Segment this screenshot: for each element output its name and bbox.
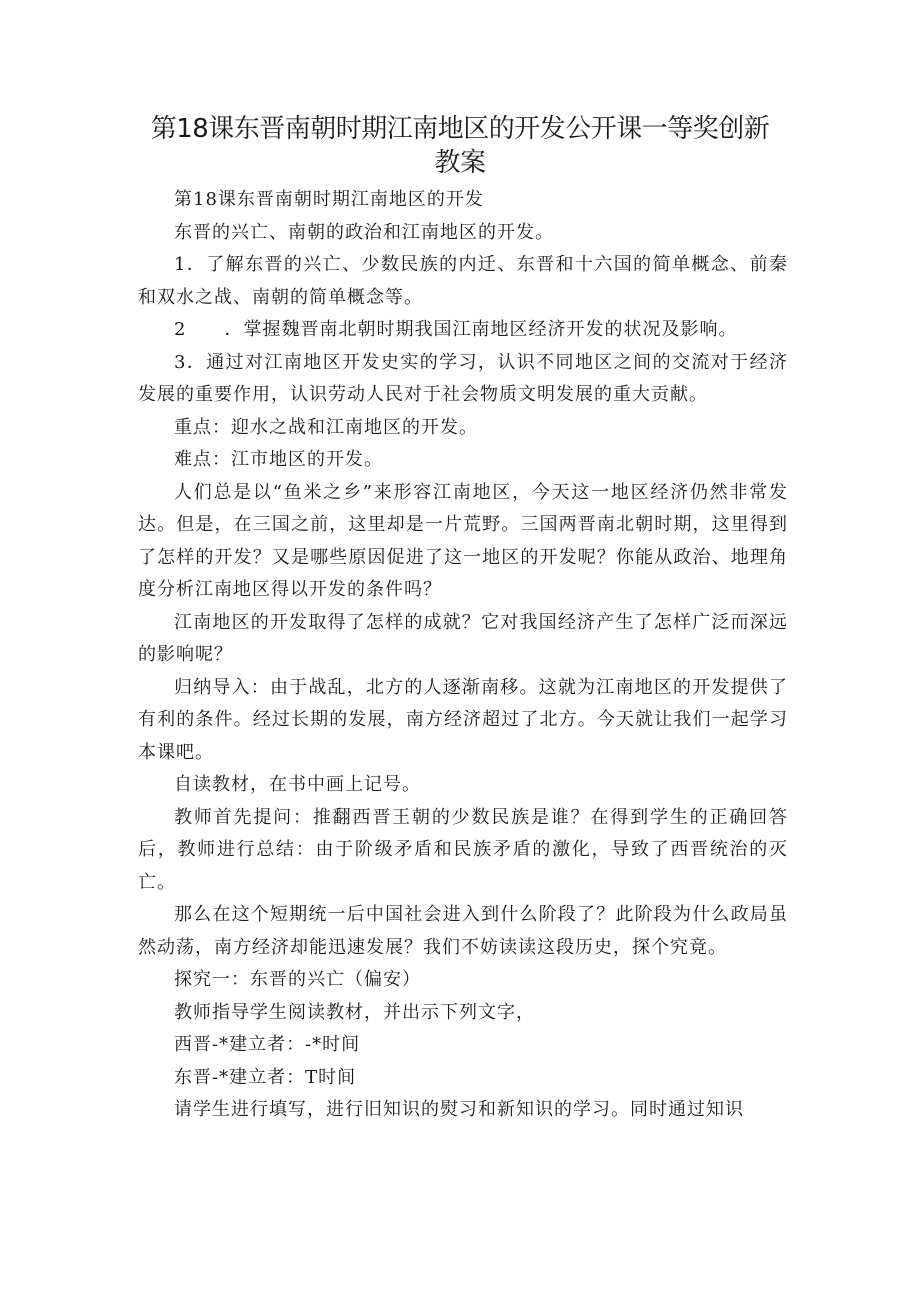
paragraph-intro-question: 人们总是以“鱼米之乡”来形容江南地区，今天这一地区经济仍然非常发达。但是，在三国之前，这里却是一片荒野。三国两晋南北朝时期，这里得到了怎样的开发？又是哪些原因促进了这一地区的开发呢？你能从政治、地理角度分析江南地区得以开发的条件吗？ (138, 481, 788, 600)
paragraph-achievement-question: 江南地区的开发取得了怎样的成就？它对我国经济产生了怎样广泛而深远的影响呢？ (138, 611, 788, 665)
paragraph-lesson-heading: 第18课东晋南朝时期江南地区的开发 (174, 189, 484, 210)
paragraph-reading-guide: 教师指导学生阅读教材，并出示下列文字， (174, 1001, 535, 1023)
paragraph-key-point: 重点：迎水之战和江南地区的开发。 (174, 416, 478, 438)
document-body (138, 184, 788, 1127)
paragraph-goal-1: 1．了解东晋的兴亡、少数民族的内迁、东晋和十六国的简单概念、前秦和双水之战、南朝的简单概念等。 (138, 254, 788, 308)
paragraph-goal-3: 3．通过对江南地区开发史实的学习，认识不同地区之间的交流对于经济发展的重要作用，认识劳动人民对于社会物质文明发展的重大贡献。 (138, 351, 788, 405)
paragraph-transition: 那么在这个短期统一后中国社会进入到什么阶段了？此阶段为什么政局虽然动荡，南方经济却能迅速发展？我们不妨读读这段历史，探个究竟。 (138, 904, 788, 958)
document-title: 第18课东晋南朝时期江南地区的开发公开课一等奖创新教案 (150, 114, 770, 178)
paragraph-inquiry-1: 探究一：东晋的兴亡（偏安） (174, 969, 421, 990)
paragraph-teacher-question: 教师首先提问：推翻西晋王朝的少数民族是谁？在得到学生的正确回答后，教师进行总结：由于阶级矛盾和民族矛盾的激化，导致了西晋统治的灭亡。 (138, 806, 788, 893)
paragraph-topic: 东晋的兴亡、南朝的政治和江南地区的开发。 (174, 221, 554, 243)
paragraph-goal-2: 2 ．掌握魏晋南北朝时期我国江南地区经济开发的状况及影响。 (174, 319, 738, 340)
paragraph-western-jin: 西晋-*建立者：-*时间 (174, 1034, 361, 1055)
paragraph-fill-in: 请学生进行填写，进行旧知识的熨习和新知识的学习。同时通过知识 (174, 1099, 744, 1120)
paragraph-difficulty: 难点：江市地区的开发。 (174, 449, 383, 470)
paragraph-summary-intro: 归纳导入：由于战乱，北方的人逐渐南移。这就为江南地区的开发提供了有利的条件。经过长期的发展，南方经济超过了北方。今天就让我们一起学习本课吧。 (138, 676, 788, 763)
paragraph-eastern-jin: 东晋-*建立者：T时间 (174, 1066, 357, 1088)
paragraph-self-reading: 自读教材，在书中画上记号。 (174, 774, 421, 795)
